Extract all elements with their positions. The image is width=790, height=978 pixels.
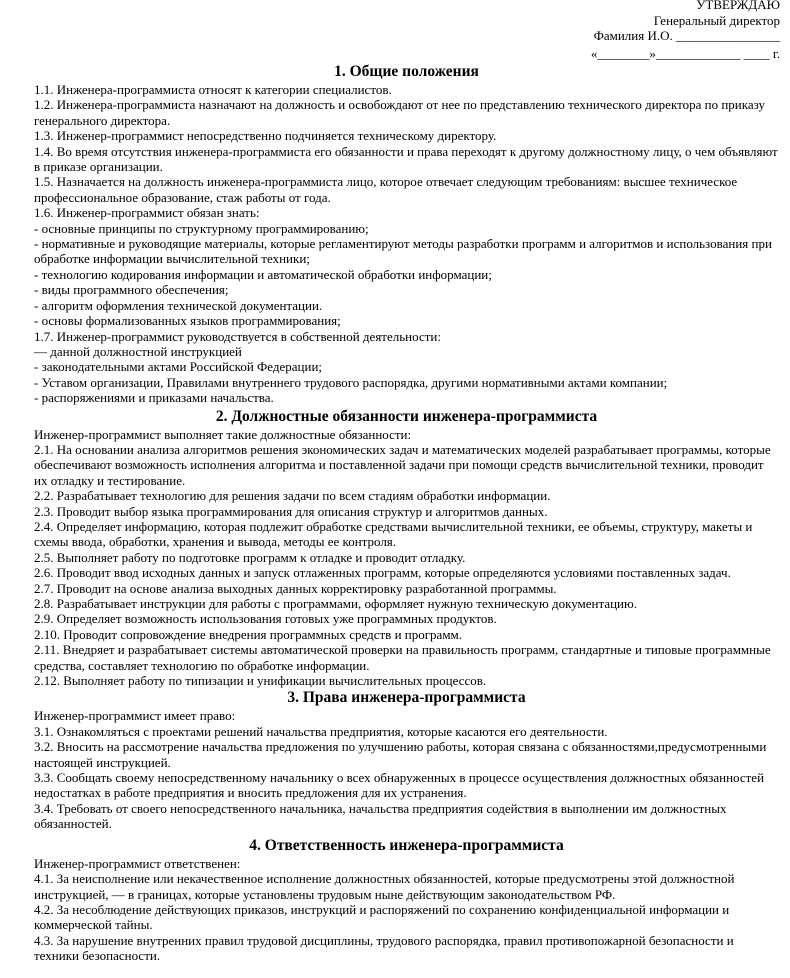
paragraph: 1.7. Инженер-программист руководствуется в собственной деятельности: [34, 328, 441, 344]
paragraph: 4.1. За неисполнение или некачественное исполнение должностных обязанностей, которые предусмотрены этой должностной инструкцией, — в границах, которые установлены трудовым ныне действующим законодательством РФ. [34, 871, 735, 902]
section-rights [34, 688, 779, 831]
section-heading: 1. Общие положения [334, 63, 479, 80]
section-heading: 2. Должностные обязанности инженера-программиста [215, 407, 598, 425]
paragraph: - нормативные и руководящие материалы, которые регламентируют методы разработки программ и алгоритмов и использования при обработке информации вычислительной техники; [34, 236, 772, 267]
paragraph: 1.5. Назначается на должность инженера-программиста лицо, которое отвечает следующим требованиям: высшее техническое профессиональное образование, стаж работы от года. [34, 174, 738, 205]
paragraph: - основные принципы по структурному программированию; [34, 220, 369, 236]
section-general [34, 62, 779, 406]
paragraph: 2.8. Разрабатывает инструкции для работы с программами, оформляет нужную техническую документацию. [34, 596, 637, 611]
paragraph: — данной должностной инструкцией [34, 343, 242, 359]
section-heading: 4. Ответственность инженера-программиста [249, 836, 564, 854]
approval-date-line: «________»_____________ ____ г. [590, 45, 780, 61]
paragraph: 1.3. Инженер-программист непосредственно подчиняется техническому директору. [34, 128, 497, 144]
paragraph: - законодательными актами Российской Федерации; [34, 359, 323, 375]
section-heading: 3. Права инженера-программиста [287, 689, 526, 707]
paragraph: - технологию кодирования информации и автоматической обработки информации; [34, 266, 492, 282]
paragraph: 2.12. Выполняет работу по типизации и унификации вычислительных процессов. [34, 673, 487, 689]
paragraph: 2.5. Выполняет работу по подготовке программ к отладке и проводит отладку. [34, 549, 466, 565]
paragraph: Инженер-программист выполняет такие должностные обязанности: [34, 426, 412, 442]
paragraph: 4.2. За несоблюдение действующих приказов, инструкций и распоряжений по сохранению конфиденциальной информации и коммерческой тайны. [34, 901, 730, 933]
section-responsibility [34, 836, 779, 964]
approval-title: УТВЕРЖДАЮ [696, 0, 780, 12]
document-body [34, 62, 779, 964]
paragraph: 2.3. Проводит выбор языка программирования для описания структур и алгоритмов данных. [34, 503, 548, 519]
paragraph: 1.4. Во время отсутствия инженера-программиста его обязанности и права переходят к другому должностному лицу, о чем объявляют в приказе организации. [34, 143, 778, 175]
approval-block [591, 0, 780, 61]
paragraph: 2.4. Определяет информацию, которая подлежит обработке средствами вычислительной техники, ее объемы, структуру, макеты и схемы ввода, обработки, хранения и вывода, методы ее контроля. [34, 518, 753, 550]
paragraph: Инженер-программист ответственен: [34, 855, 241, 871]
paragraph: Инженер-программист имеет право: [34, 708, 236, 724]
paragraph: - Уставом организации, Правилами внутреннего трудового распорядка, другими нормативными актами компании; [34, 374, 668, 390]
paragraph: 2.1. На основании анализа алгоритмов решения экономических задач и математических моделей разрабатывает программы, которые обеспечивают возможность исполнения алгоритма и поставленной задачи при помощи средств вычислительной техники, проводит их отладку и тестирование. [34, 441, 771, 488]
paragraph: 4.3. За нарушение внутренних правил трудовой дисциплины, трудового распорядка, правил противопожарной безопасности и техники безопасности. [34, 932, 734, 964]
paragraph: 3.3. Сообщать своему непосредственному начальнику о всех обнаруженных в процессе осуществления должностных обязанностей недостатках в работе предприятия и вносить предложения для их устранения. [34, 770, 765, 801]
paragraph: 3.2. Вносить на рассмотрение начальства предложения по улучшению работы, которая связана с обязанностями,предусмотренными настоящей инструкцией. [34, 739, 767, 770]
paragraph: 2.9. Определяет возможность использования готовых уже программных продуктов. [34, 611, 497, 627]
approval-name-line: Фамилия И.О. ________________ [593, 28, 780, 43]
paragraph: - распоряжениями и приказами начальства. [34, 390, 274, 406]
section-duties [34, 407, 779, 689]
paragraph: 2.2. Разрабатывает технологию для решения задачи по всем стадиям обработки информации. [34, 488, 551, 504]
paragraph: 3.4. Требовать от своего непосредственного начальника, начальства предприятия содействия в выполнении им должностных обязанностей. [34, 800, 727, 832]
paragraph: - виды программного обеспечения; [34, 282, 229, 298]
paragraph: 2.6. Проводит ввод исходных данных и запуск отлаженных программ, которые определяются условиями поставленных задач. [34, 565, 731, 581]
paragraph: 3.1. Ознакомляться с проектами решений начальства предприятия, которые касаются его деятельности. [34, 723, 608, 739]
paragraph: 1.6. Инженер-программист обязан знать: [34, 205, 260, 221]
paragraph: 2.7. Проводит на основе анализа выходных данных корректировку разработанной программы. [34, 580, 557, 596]
paragraph: - основы формализованных языков программирования; [34, 313, 341, 329]
paragraph: - алгоритм оформления технической документации. [34, 297, 323, 313]
approval-position: Генеральный директор [653, 12, 780, 28]
paragraph: 2.11. Внедряет и разрабатывает системы автоматической проверки на правильность программ, стандартные и типовые программные средства, составляет технологию по обработке информации. [34, 642, 771, 673]
paragraph: 2.10. Проводит сопровождение внедрения программных средств и программ. [34, 626, 463, 642]
paragraph: 1.2. Инженера-программиста назначают на должность и освобождают от нее по представлению технического директора по приказу генерального директора. [34, 97, 765, 128]
paragraph: 1.1. Инженера-программиста относят к категории специалистов. [34, 82, 392, 97]
